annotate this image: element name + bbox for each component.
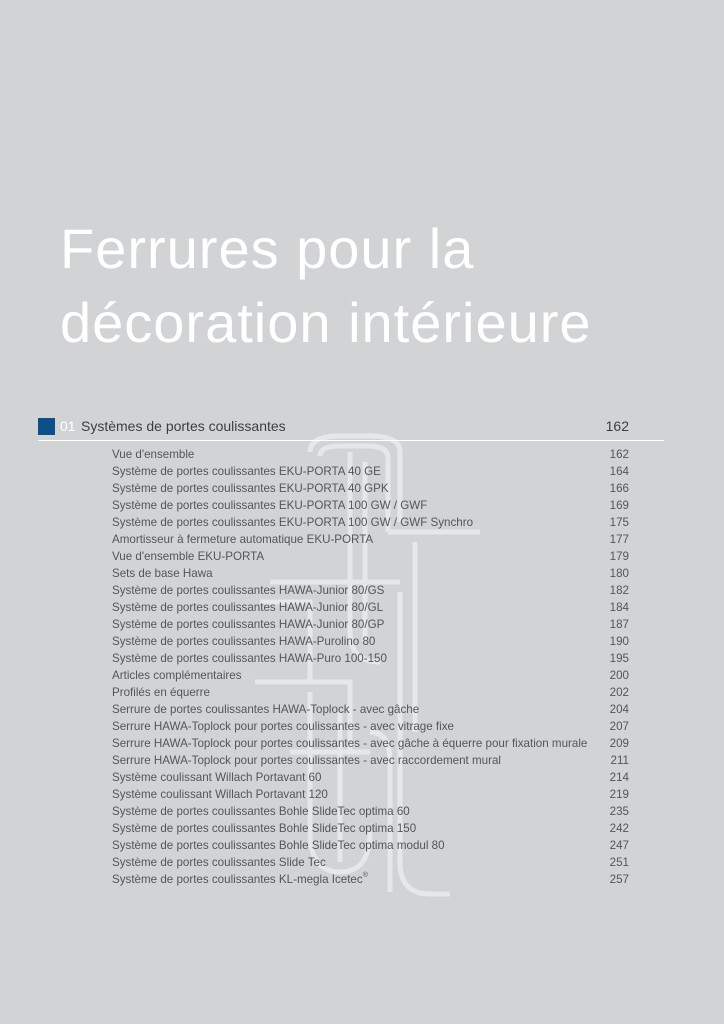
toc-entry-page: 200 — [609, 669, 629, 682]
toc-entry-title: Système coulissant Willach Portavant 120 — [112, 788, 328, 801]
toc-entry-page: 211 — [610, 754, 629, 767]
toc-entry-title-wrap — [112, 752, 501, 769]
toc-entry-title-wrap — [112, 854, 326, 871]
toc-entry-title-wrap — [112, 667, 242, 684]
toc-entry-title-wrap — [112, 565, 213, 582]
title-line-2: décoration intérieure — [60, 291, 592, 354]
toc-entry[interactable] — [112, 650, 629, 667]
toc-entry-page: 209 — [609, 737, 629, 750]
chapter-number: 01 — [60, 418, 76, 434]
toc-entry[interactable] — [112, 718, 629, 735]
toc-entry[interactable] — [112, 769, 629, 786]
toc-entry[interactable] — [112, 616, 629, 633]
toc-entry-title-wrap — [112, 769, 321, 786]
toc-entry-page: 195 — [609, 652, 629, 665]
toc-entry-title-wrap — [112, 650, 387, 667]
toc-entry[interactable] — [112, 752, 629, 769]
toc-entry-page: 190 — [609, 635, 629, 648]
toc-entry-title: Système de portes coulissantes EKU-PORTA 100 GW / GWF — [112, 499, 428, 512]
toc-entry-page: 257 — [609, 873, 629, 886]
toc-entry[interactable] — [112, 446, 629, 463]
toc-entry-title: Système de portes coulissantes EKU-PORTA 40 GPK — [112, 482, 389, 495]
toc-entry[interactable] — [112, 565, 629, 582]
toc-entry-title: Système de portes coulissantes Bohle SlideTec optima modul 80 — [112, 839, 445, 852]
toc-entry-page: 202 — [609, 686, 629, 699]
toc-entry[interactable] — [112, 735, 629, 752]
toc-entry-page: 182 — [609, 584, 629, 597]
toc-entry[interactable] — [112, 599, 629, 616]
toc-entry[interactable] — [112, 803, 629, 820]
toc-entry-page: 164 — [609, 465, 629, 478]
toc-entry-title: Système de portes coulissantes Bohle SlideTec optima 150 — [112, 822, 417, 835]
toc-entry-title-wrap — [112, 531, 373, 548]
toc-entry-title: Système de portes coulissantes HAWA-Purolino 80 — [112, 635, 376, 648]
toc-entry-title: Système de portes coulissantes EKU-PORTA 40 GE — [112, 465, 381, 478]
toc-entry-title: Système de portes coulissantes KL-megla Icetec — [112, 873, 363, 886]
toc-entry-title-wrap — [112, 497, 427, 514]
toc-entry[interactable] — [112, 480, 629, 497]
toc-entry-title-wrap — [112, 633, 375, 650]
toc-entry-title-wrap — [112, 786, 328, 803]
toc-entry[interactable] — [112, 820, 629, 837]
toc-entry-page: 179 — [609, 550, 629, 563]
toc-entry[interactable] — [112, 871, 629, 888]
toc-entry-title: Serrure HAWA-Toplock pour portes coulissantes - avec gâche à équerre pour fixation murale — [112, 737, 588, 750]
toc-entry-title: Vue d'ensemble EKU-PORTA — [112, 550, 265, 563]
toc-entry[interactable] — [112, 786, 629, 803]
registered-mark: ® — [362, 872, 368, 879]
toc-entry-title: Système de portes coulissantes HAWA-Puro 100-150 — [112, 652, 387, 665]
toc-entry-title-wrap — [112, 582, 384, 599]
toc-entry[interactable] — [112, 531, 629, 548]
toc-entry[interactable] — [112, 854, 629, 871]
toc-entry-page: 207 — [609, 720, 629, 733]
toc-entry[interactable] — [112, 667, 629, 684]
toc-entry-title-wrap — [112, 701, 419, 718]
toc-entry-page: 184 — [609, 601, 629, 614]
toc-entry-title: Profilés en équerre — [112, 686, 210, 699]
toc-entry-title-wrap — [112, 514, 473, 531]
toc-entry-title: Amortisseur à fermeture automatique EKU-PORTA — [112, 533, 374, 546]
toc-entry-title: Système de portes coulissantes HAWA-Junior 80/GS — [112, 584, 385, 597]
toc-entry[interactable] — [112, 497, 629, 514]
toc-entry-title-wrap — [112, 735, 587, 752]
toc-entry[interactable] — [112, 582, 629, 599]
toc-entry-page: 251 — [609, 856, 629, 869]
chapter-heading[interactable] — [38, 416, 664, 441]
toc-entry-title: Système de portes coulissantes EKU-PORTA 100 GW / GWF Synchro — [112, 516, 474, 529]
toc-entry[interactable] — [112, 837, 629, 854]
toc-entry-page: 166 — [609, 482, 629, 495]
toc-entry-page: 180 — [609, 567, 629, 580]
toc-entry-title-wrap — [112, 803, 410, 820]
toc-entry-page: 175 — [609, 516, 629, 529]
chapter-marker — [38, 418, 55, 435]
toc-entry[interactable] — [112, 463, 629, 480]
toc-entry-title-wrap — [112, 446, 194, 463]
toc-entry-page: 162 — [609, 448, 629, 461]
toc-entry-title-wrap — [112, 837, 445, 854]
toc-entry-page: 242 — [609, 822, 629, 835]
toc-entry-title: Serrure de portes coulissantes HAWA-Toplock - avec gâche — [112, 703, 420, 716]
toc-entry-title: Serrure HAWA-Toplock pour portes coulissantes - avec vitrage fixe — [112, 720, 454, 733]
toc-entry-page: 187 — [609, 618, 629, 631]
toc-entry[interactable] — [112, 548, 629, 565]
toc-entry-title: Vue d'ensemble — [112, 448, 195, 461]
toc-entry-title-wrap — [112, 463, 381, 480]
toc-entry-page: 235 — [609, 805, 629, 818]
toc-entry-title: Système de portes coulissantes Slide Tec — [112, 856, 326, 869]
toc-entry-title-wrap — [112, 820, 416, 837]
page-title — [60, 212, 592, 360]
title-line-1: Ferrures pour la — [60, 217, 475, 280]
toc-entry-page: 219 — [609, 788, 629, 801]
toc-entry[interactable] — [112, 633, 629, 650]
toc-entry-title: Système coulissant Willach Portavant 60 — [112, 771, 322, 784]
toc-list — [112, 446, 629, 888]
toc-entry-title-wrap — [112, 480, 389, 497]
toc-entry-title-wrap — [112, 616, 384, 633]
toc-entry-title-wrap — [112, 548, 264, 565]
toc-entry-title: Système de portes coulissantes HAWA-Junior 80/GP — [112, 618, 385, 631]
toc-entry-page: 204 — [609, 703, 629, 716]
toc-entry-title: Système de portes coulissantes Bohle SlideTec optima 60 — [112, 805, 410, 818]
toc-entry-page: 214 — [609, 771, 629, 784]
toc-entry[interactable] — [112, 684, 629, 701]
toc-entry-title: Sets de base Hawa — [112, 567, 213, 580]
toc-entry-title-wrap — [112, 871, 368, 888]
toc-entry-title-wrap — [112, 599, 383, 616]
toc-entry-page: 247 — [609, 839, 629, 852]
chapter-page: 162 — [605, 418, 629, 434]
toc-entry-page: 177 — [609, 533, 629, 546]
toc-entry-title: Articles complémentaires — [112, 669, 242, 682]
toc-entry-title-wrap — [112, 718, 454, 735]
toc-entry-title: Système de portes coulissantes HAWA-Junior 80/GL — [112, 601, 384, 614]
toc-entry-title-wrap — [112, 684, 210, 701]
toc-entry[interactable] — [112, 514, 629, 531]
toc-entry[interactable] — [112, 701, 629, 718]
toc-entry-page: 169 — [609, 499, 629, 512]
toc-entry-title: Serrure HAWA-Toplock pour portes coulissantes - avec raccordement mural — [112, 754, 501, 767]
chapter-title: Systèmes de portes coulissantes — [81, 418, 286, 434]
